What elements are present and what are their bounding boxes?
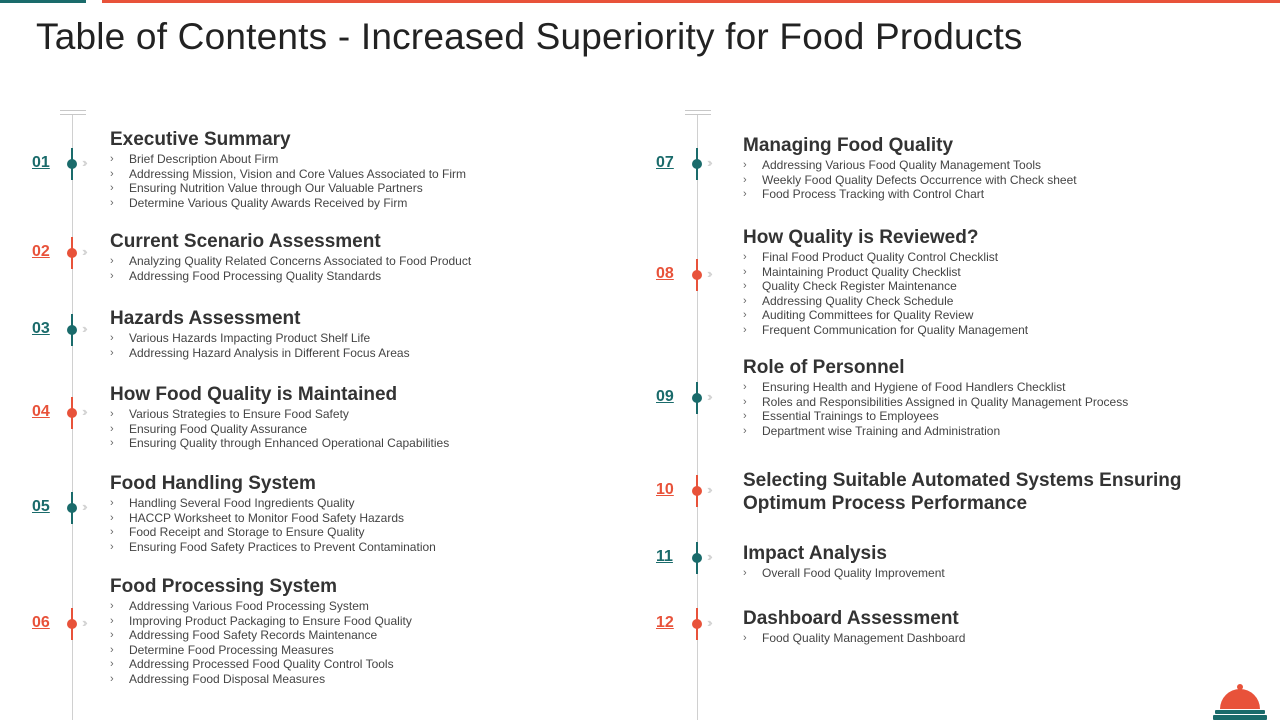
chevron-right-icon: › (110, 437, 114, 449)
subsection-label: Addressing Various Food Processing System (129, 599, 369, 613)
section-heading[interactable]: Selecting Suitable Automated Systems Ensuring Optimum Process Performance (743, 470, 1182, 514)
subsection-label: Ensuring Health and Hygiene of Food Handlers Checklist (762, 380, 1066, 394)
chevron-right-icon: › (110, 497, 114, 509)
subsection-label: Addressing Food Disposal Measures (129, 671, 326, 686)
subsection-label: Auditing Committees for Quality Review (762, 308, 974, 322)
subsection-label: Ensuring Food Quality Assurance (129, 421, 308, 436)
chevron-right-icon: › (110, 167, 114, 180)
section-number-link[interactable]: 05 (32, 498, 50, 515)
subsection-item[interactable] (743, 323, 1213, 338)
section-heading[interactable]: Impact Analysis (743, 543, 887, 564)
top-accent-red (102, 0, 1280, 3)
subsection-list (110, 407, 449, 451)
subsection-item[interactable] (743, 250, 1213, 265)
subsection-item[interactable] (110, 496, 436, 511)
double-chevron-right-icon: ›› (707, 482, 710, 497)
subsection-item[interactable] (110, 599, 412, 614)
subsection-item[interactable] (743, 380, 1213, 395)
double-chevron-right-icon: ›› (82, 615, 85, 630)
subsection-list (743, 631, 1213, 646)
section-heading[interactable]: How Food Quality is Maintained (110, 384, 398, 405)
chevron-right-icon: › (743, 251, 747, 263)
section-heading[interactable]: Food Processing System (110, 576, 338, 597)
timeline-dot (67, 159, 77, 169)
section-block (110, 472, 436, 554)
chevron-right-icon: › (743, 173, 747, 186)
double-chevron-right-icon: ›› (82, 244, 85, 259)
chevron-right-icon: › (110, 196, 114, 209)
timeline-dot (692, 393, 702, 403)
chevron-right-icon: › (743, 280, 747, 292)
subsection-item[interactable] (110, 672, 412, 687)
subsection-item[interactable] (110, 407, 449, 422)
section-block (743, 134, 1213, 202)
chevron-right-icon: › (743, 294, 747, 307)
subsection-item[interactable] (110, 181, 466, 196)
timeline-dot (692, 270, 702, 280)
double-chevron-right-icon: ›› (82, 155, 85, 170)
subsection-item[interactable] (110, 643, 412, 658)
subsection-label: Final Food Product Quality Control Checklist (762, 250, 999, 264)
subsection-item[interactable] (110, 152, 466, 167)
chevron-right-icon: › (743, 188, 747, 200)
subsection-item[interactable] (110, 657, 412, 672)
chevron-right-icon: › (110, 540, 114, 553)
subsection-label: Overall Food Quality Improvement (762, 566, 945, 580)
chevron-right-icon: › (743, 309, 747, 321)
subsection-item[interactable] (743, 424, 1213, 439)
subsection-label: Food Receipt and Storage to Ensure Quality (129, 525, 365, 539)
section-number-link[interactable]: 11 (656, 548, 673, 565)
timeline-dot (67, 408, 77, 418)
subsection-item[interactable] (743, 158, 1213, 173)
chevron-right-icon: › (743, 632, 747, 644)
subsection-label: Addressing Various Food Quality Management Tools (762, 158, 1042, 172)
section-block (743, 542, 1213, 581)
timeline-dot (67, 619, 77, 629)
section-number-link[interactable]: 08 (656, 265, 674, 282)
chevron-right-icon: › (110, 153, 114, 165)
section-number-link[interactable]: 02 (32, 243, 50, 260)
subsection-item[interactable] (743, 395, 1213, 410)
chevron-right-icon: › (743, 410, 747, 422)
section-heading[interactable]: Food Handling System (110, 473, 316, 494)
page-title: Table of Contents - Increased Superiority for Food Products (36, 16, 1023, 57)
subsection-list (743, 250, 1213, 337)
subsection-label: Essential Trainings to Employees (762, 409, 939, 423)
subsection-list (743, 566, 1213, 581)
section-heading[interactable]: Role of Personnel (743, 357, 905, 378)
subsection-label: Food Quality Management Dashboard (762, 631, 966, 645)
double-chevron-right-icon: ›› (707, 155, 710, 170)
chevron-right-icon: › (743, 323, 747, 336)
subsection-label: Various Strategies to Ensure Food Safety (129, 407, 349, 421)
section-number-link[interactable]: 04 (32, 403, 50, 420)
timeline-dot (67, 503, 77, 513)
section-block (110, 230, 471, 283)
section-heading[interactable]: Current Scenario Assessment (110, 231, 381, 252)
subsection-item[interactable] (743, 294, 1213, 309)
subsection-label: Improving Product Packaging to Ensure Food Quality (129, 613, 412, 628)
subsection-list (110, 496, 436, 554)
section-block (110, 575, 412, 686)
subsection-item[interactable] (110, 628, 412, 643)
subsection-label: Addressing Quality Check Schedule (762, 293, 954, 308)
subsection-item[interactable] (743, 187, 1213, 202)
left-timeline-cap (60, 110, 86, 111)
double-chevron-right-icon: ›› (82, 404, 85, 419)
section-block (743, 607, 1213, 646)
chevron-right-icon: › (743, 159, 747, 171)
subsection-item[interactable] (110, 525, 436, 540)
subsection-label: Addressing Hazard Analysis in Different Focus Areas (129, 345, 410, 360)
section-heading[interactable]: Dashboard Assessment (743, 608, 959, 629)
subsection-item[interactable] (110, 540, 436, 555)
chevron-right-icon: › (743, 424, 747, 437)
subsection-item[interactable] (743, 409, 1213, 424)
double-chevron-right-icon: ›› (707, 266, 710, 281)
subsection-label: Weekly Food Quality Defects Occurrence with Check sheet (762, 172, 1077, 187)
section-block (110, 383, 449, 451)
chevron-right-icon: › (110, 658, 114, 670)
left-timeline-cap (60, 114, 86, 115)
timeline-dot (67, 248, 77, 258)
subsection-list (743, 380, 1213, 438)
subsection-list (110, 331, 410, 360)
subsection-label: Determine Various Quality Awards Received by Firm (129, 195, 408, 210)
timeline-dot (692, 553, 702, 563)
chevron-right-icon: › (743, 381, 747, 393)
subsection-label: Analyzing Quality Related Concerns Associated to Food Product (129, 254, 472, 268)
subsection-label: Handling Several Food Ingredients Quality (129, 496, 355, 510)
timeline-dot (67, 325, 77, 335)
timeline-dot (692, 486, 702, 496)
subsection-label: Ensuring Nutrition Value through Our Valuable Partners (129, 181, 423, 195)
chevron-right-icon: › (110, 422, 114, 435)
subsection-item[interactable] (110, 254, 471, 269)
subsection-list (110, 599, 412, 686)
chevron-right-icon: › (743, 265, 747, 278)
section-number-link[interactable]: 10 (656, 481, 674, 498)
subsection-label: Department wise Training and Administration (762, 423, 1001, 438)
subsection-item[interactable] (110, 196, 466, 211)
timeline-dot (692, 619, 702, 629)
timeline-dot (692, 159, 702, 169)
subsection-item[interactable] (110, 269, 471, 284)
right-timeline-cap (685, 114, 711, 115)
subsection-item[interactable] (743, 173, 1213, 188)
double-chevron-right-icon: ›› (82, 321, 85, 336)
section-number-link[interactable]: 03 (32, 320, 50, 337)
subsection-label: Roles and Responsibilities Assigned in Quality Management Process (762, 394, 1129, 409)
subsection-item[interactable] (743, 631, 1213, 646)
section-heading[interactable]: How Quality is Reviewed? (743, 227, 979, 248)
chevron-right-icon: › (743, 395, 747, 408)
double-chevron-right-icon: ›› (82, 499, 85, 514)
subsection-item[interactable] (110, 422, 449, 437)
right-timeline-cap (685, 110, 711, 111)
subsection-item[interactable] (743, 279, 1213, 294)
subsection-item[interactable] (110, 346, 410, 361)
chevron-right-icon: › (110, 408, 114, 420)
subsection-label: HACCP Worksheet to Monitor Food Safety Hazards (129, 510, 405, 525)
subsection-label: Quality Check Register Maintenance (762, 279, 957, 293)
subsection-label: Brief Description About Firm (129, 152, 279, 166)
subsection-item[interactable] (743, 566, 1213, 581)
subsection-label: Determine Food Processing Measures (129, 642, 334, 657)
subsection-label: Frequent Communication for Quality Management (762, 322, 1029, 337)
double-chevron-right-icon: ›› (707, 615, 710, 630)
section-number-link[interactable]: 07 (656, 154, 674, 171)
subsection-item[interactable] (743, 308, 1213, 323)
chevron-right-icon: › (110, 526, 114, 538)
subsection-label: Addressing Food Processing Quality Standards (129, 268, 382, 283)
section-heading[interactable]: Managing Food Quality (743, 135, 954, 156)
chevron-right-icon: › (110, 672, 114, 685)
subsection-item[interactable] (110, 511, 436, 526)
double-chevron-right-icon: ›› (707, 389, 710, 404)
subsection-label: Ensuring Food Safety Practices to Prevent Contamination (129, 539, 436, 554)
subsection-list (110, 254, 471, 283)
subsection-label: Maintaining Product Quality Checklist (762, 264, 961, 279)
chevron-right-icon: › (743, 567, 747, 579)
subsection-label: Addressing Mission, Vision and Core Values Associated to Firm (129, 166, 467, 181)
serving-cloche-icon (1213, 683, 1267, 720)
section-block (110, 128, 466, 210)
subsection-label: Various Hazards Impacting Product Shelf Life (129, 331, 371, 345)
chevron-right-icon: › (110, 511, 114, 524)
chevron-right-icon: › (110, 182, 114, 194)
chevron-right-icon: › (110, 269, 114, 282)
chevron-right-icon: › (110, 255, 114, 267)
section-heading[interactable]: Executive Summary (110, 129, 291, 150)
subsection-list (743, 158, 1213, 202)
section-number-link[interactable]: 06 (32, 614, 50, 631)
chevron-right-icon: › (110, 614, 114, 627)
subsection-label: Food Process Tracking with Control Chart (762, 187, 985, 201)
section-block (743, 469, 1213, 515)
section-number-link[interactable]: 01 (32, 154, 50, 171)
top-accent-teal (0, 0, 86, 3)
section-number-link[interactable]: 12 (656, 614, 674, 631)
section-block (743, 226, 1213, 337)
subsection-item[interactable] (110, 614, 412, 629)
double-chevron-right-icon: ›› (707, 549, 710, 564)
subsection-item[interactable] (743, 265, 1213, 280)
chevron-right-icon: › (110, 332, 114, 344)
section-block (110, 307, 410, 360)
section-number-link[interactable]: 09 (656, 388, 674, 405)
subsection-label: Addressing Food Safety Records Maintenance (129, 628, 378, 642)
section-heading[interactable]: Hazards Assessment (110, 308, 301, 329)
subsection-list (110, 152, 466, 210)
subsection-label: Addressing Processed Food Quality Control Tools (129, 657, 394, 671)
subsection-item[interactable] (110, 331, 410, 346)
chevron-right-icon: › (110, 643, 114, 656)
subsection-label: Ensuring Quality through Enhanced Operational Capabilities (129, 436, 450, 450)
section-block (743, 356, 1213, 438)
subsection-item[interactable] (110, 167, 466, 182)
subsection-item[interactable] (110, 436, 449, 451)
chevron-right-icon: › (110, 629, 114, 641)
chevron-right-icon: › (110, 600, 114, 612)
chevron-right-icon: › (110, 346, 114, 359)
